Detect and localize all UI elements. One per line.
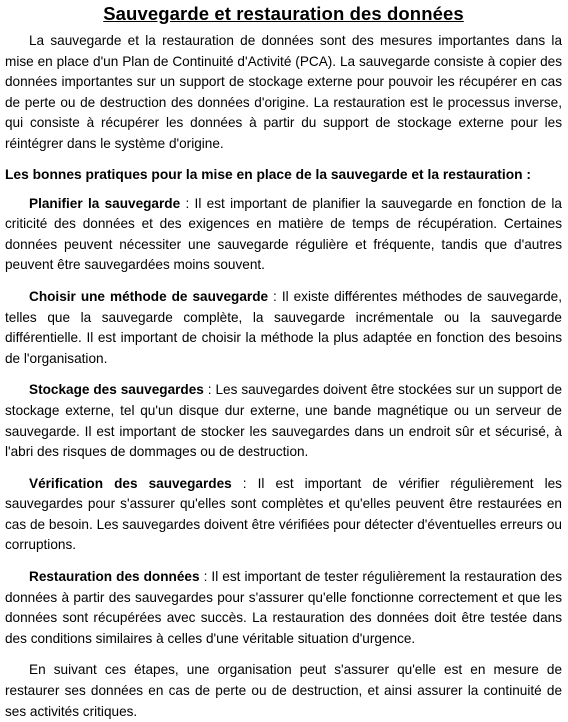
- practice-text: : Il est important de tester régulièrement la restauration des données à partir des sauvegardes pour s'assurer qu'elle fonctionne correctement et que les données sont récupérées avec succès. La restauration des données doit être testée dans des conditions similaires à celles d'une véritable situation d'urgence.: [5, 569, 562, 646]
- document-title: Sauvegarde et restauration des données: [103, 3, 464, 24]
- practice-text: : Il est important de vérifier régulièrement les sauvegardes pour s'assurer qu'elles sont complètes et qu'elles peuvent être restaurées en cas de besoin. Les sauvegardes doivent être vérifiées pour détecter d'éventuelles erreurs ou corruptions.: [5, 475, 562, 553]
- practice-paragraph-methode: [5, 287, 562, 369]
- practice-text: : Il est important de planifier la sauvegarde en fonction de la criticité des données et des exigences en matière de temps de récupération. Certaines données peuvent nécessiter une sauvegarde régulière et fréquente, tandis que d'autres peuvent être sauvegardées moins souvent.: [5, 195, 562, 273]
- document-page: [0, 3, 568, 717]
- practice-term: Stockage des sauvegardes: [29, 382, 204, 398]
- intro-paragraph: La sauvegarde et la restauration de données sont des mesures importantes dans la mise en place d'un Plan de Continuité d'Activité (PCA). La sauvegarde consiste à copier des données importantes sur un support de stockage externe pour pouvoir les récupérer en cas de perte ou de destruction des données d'origine. La restauration est le processus inverse, qui consiste à récupérer les données à partir du support de stockage externe pour les réintégrer dans le système d'origine.: [5, 33, 562, 151]
- conclusion-paragraph: En suivant ces étapes, une organisation peut s'assurer qu'elle est en mesure de restaurer ses données en cas de perte ou de destruction, et ainsi assurer la continuité de ses activités critiques.: [5, 662, 562, 719]
- practice-text: : Les sauvegardes doivent être stockées sur un support de stockage externe, tel qu'un disque dur externe, une bande magnétique ou un serveur de sauvegarde. Il est important de stocker les sauvegardes dans un endroit sûr et sécurisé, à l'abri des risques de dommages ou de destruction.: [5, 382, 562, 460]
- practice-paragraph-restauration: [5, 567, 562, 649]
- practice-term: Planifier la sauvegarde: [29, 195, 181, 211]
- practice-term: Choisir une méthode de sauvegarde: [29, 288, 269, 304]
- practice-text: : Il existe différentes méthodes de sauvegarde, telles que la sauvegarde complète, la sauvegarde incrémentale ou la sauvegarde différentielle. Il est important de choisir la méthode la plus adaptée en fonction des besoins de l'organisation.: [5, 288, 562, 366]
- practice-term: Restauration des données: [29, 569, 200, 585]
- practice-paragraph-planifier: [5, 194, 562, 276]
- practice-paragraph-verification: [5, 474, 562, 556]
- practice-term: Vérification des sauvegardes: [29, 475, 232, 491]
- section-heading: Les bonnes pratiques pour la mise en place de la sauvegarde et la restauration :: [5, 166, 531, 182]
- practice-paragraph-stockage: [5, 380, 562, 462]
